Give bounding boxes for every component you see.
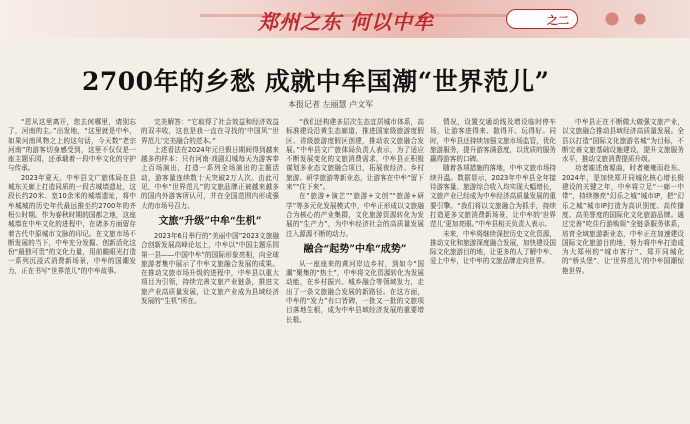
paragraph: 从一座座来的黄河岸边乡村，到如今“国潮”聚集的“热土”，中牟将文化资源转化为发展动能，在乡村振兴、城乡融合等领域发力，走出了一条文旅融合发展的新路径。在这方面，中牟的“发力”有口皆碑，一批又一批的文旅项目落地生根，成为中牟县域经济发展的重要增长极。	[286, 259, 424, 324]
paragraph: “恩从这里离开，您去何哪里，请别忘了，河南的主。”出发地，“这里就是中牟，如果河南风物之上的这句话，今天数“老宗河南”的游客切身感受到，这里不仅仅是一座主题乐园，还承载着一段中牟文化的守护与传承。	[8, 118, 136, 173]
paragraph: 情况，设置交通动线及增设临时停车场，让游客进得来、散得开、玩得好。同时，中牟县还持续加强文旅市场监管，优化旅游服务，提升游客满意度，以优质的服务赢得游客的口碑。	[430, 118, 556, 164]
paragraph: 2023年夏天，中牟县文广旅体局在县城东关廊上打造同质的一段古城墙遗址，这段长约20米、宽10余米的城墙遗址，将中牟城城的历史年代最远推至约2700年的齐桓公时期。作为春秋时期的国都之地，这座城墙在中牟文化的进程中，在诸多方面留存着古代中原城市文脉的印记。在文旅市场不断发展的当下，中牟充分发掘、创新活化这份“最独可贵”的文化力量，用前瞻眼光打造一系列沉浸式消费新场景，中牟的国潮发力，正在书写“世界范儿”的中牟故事。	[8, 173, 136, 275]
paragraph: 完美解答：“它取得了社会效益和经济效益的双丰收，这也是我一直在寻找的‘中国风’‘世界范儿’完美融合的范本。”	[141, 118, 279, 145]
paragraph: 中牟县正在不断做大做强文旅产业，以文旅融合推动县域经济高质量发展。全县以打造“国际文化旅游名城”为目标，不断完善文旅基础设施建设，提升文旅服务水平，推动文旅消费提质升级。	[562, 118, 684, 164]
paragraph: 2023年6月举行的“美丽中国”2023文旅融合创新发展高峰论坛上，中牟以“中国主题乐园第一县——中国中牟”的国际形象亮相，向全球旅游者集中展示了中牟文旅融合发展的成果。在推动文旅市场升级的进程中，中牟县以重大项目为引领，持续完善文旅产业链条，推进文旅产业高质量发展，让文旅产业成为县域经济发展的“生机”所在。	[141, 231, 279, 306]
section-banner	[0, 0, 690, 38]
article-column-1	[8, 118, 136, 418]
paragraph: 上述看法在2024年元旦假日期间得到越来越多的样本：只有河南·戏剧幻城每天为游客奉上百场演出，打造一系列全场演出的主题活动，游客量连续数十天突破2万人次。由此可见，中牟“世界范儿”的文旅品牌正被越来越多的国内外游客所认可，并在全国范围内形成强大的市场号召力。	[141, 145, 279, 210]
paragraph: 未来，中牟将继续深挖历史文化资源，推动文化和旅游深度融合发展，加快建设国际文化旅游目的地，让更多的人了解中牟、爱上中牟，让中牟的文旅品牌走向世界。	[430, 229, 556, 266]
banner-illustration	[580, 6, 660, 32]
paragraph: “我们还构建多层次生态宜居城市体系，高标准建设沿黄生态廊道，推进国家级旅游度假区、省级旅游度假区创建，推动农文旅融合发展。”中牟县文广旅体局负责人表示，为了适应不断发展变化的文旅消费需求，中牟县正积极谋划多业态文旅融合项目，拓展夜经济、乡村旅游、研学旅游等新业态，让游客在中牟“留下来”“住下来”。	[286, 118, 424, 192]
series-number: 之二	[547, 14, 569, 27]
series-title: 郑州之东 何以中牟	[258, 10, 434, 34]
article-column-4	[430, 118, 556, 418]
section-heading: 文旅“升级”中牟“生机”	[158, 215, 262, 227]
paragraph: 在“旅游+演艺”“旅游+文创”“旅游+研学”等多元化发展模式中，中牟正形成以文旅融合为核心的产业集群，文化旅游资源转化为发展的“生产力”，为中牟经济社会的高质量发展注入源源不断的动力。	[286, 192, 424, 238]
paragraph: 功者雇述南塬曲，时者雍雍而赴东。2024年，是加快郑开同城化核心增长极建设的关键之年，中牟将立足“一廊一中带”，持续擦亮“幻乐之城”城市IP，把“幻乐之城”城市IP打造为高识别度、高传播度、高美誉度的国际化文化旅游品牌。通过完善“吃住行游购娱”全链条服务体系，培育全域旅游新业态，中牟正在加速建设国际文化旅游目的地，努力将中牟打造成为大郑州的“城市客厅”、郑开同城化的“桥头堡”，让‘世界范儿’的中牟国潮惊艳世界。	[562, 164, 684, 275]
article-column-3	[286, 118, 424, 418]
article-byline: 本报记者 左丽慧 卢文军	[288, 100, 374, 109]
article-headline: 2700年的乡愁 成就中牟国潮“世界范儿”	[82, 67, 550, 96]
section-heading: 融合“起势”中牟“成势”	[303, 243, 407, 255]
series-badge	[506, 9, 578, 29]
article-column-5	[562, 118, 684, 418]
paragraph: 随着各项措施的落地，中牟文旅市场持续升温。数据显示，2023年中牟县全年接待游客量、旅游综合收入均实现大幅增长，文旅产业已经成为中牟经济高质量发展的重要引擎。“我们将以文旅融合为抓手，持续打造更多文旅消费新场景，让中牟的‘世界范儿’更加亮眼。”中牟县相关负责人表示。	[430, 164, 556, 229]
article-column-2	[141, 118, 279, 418]
